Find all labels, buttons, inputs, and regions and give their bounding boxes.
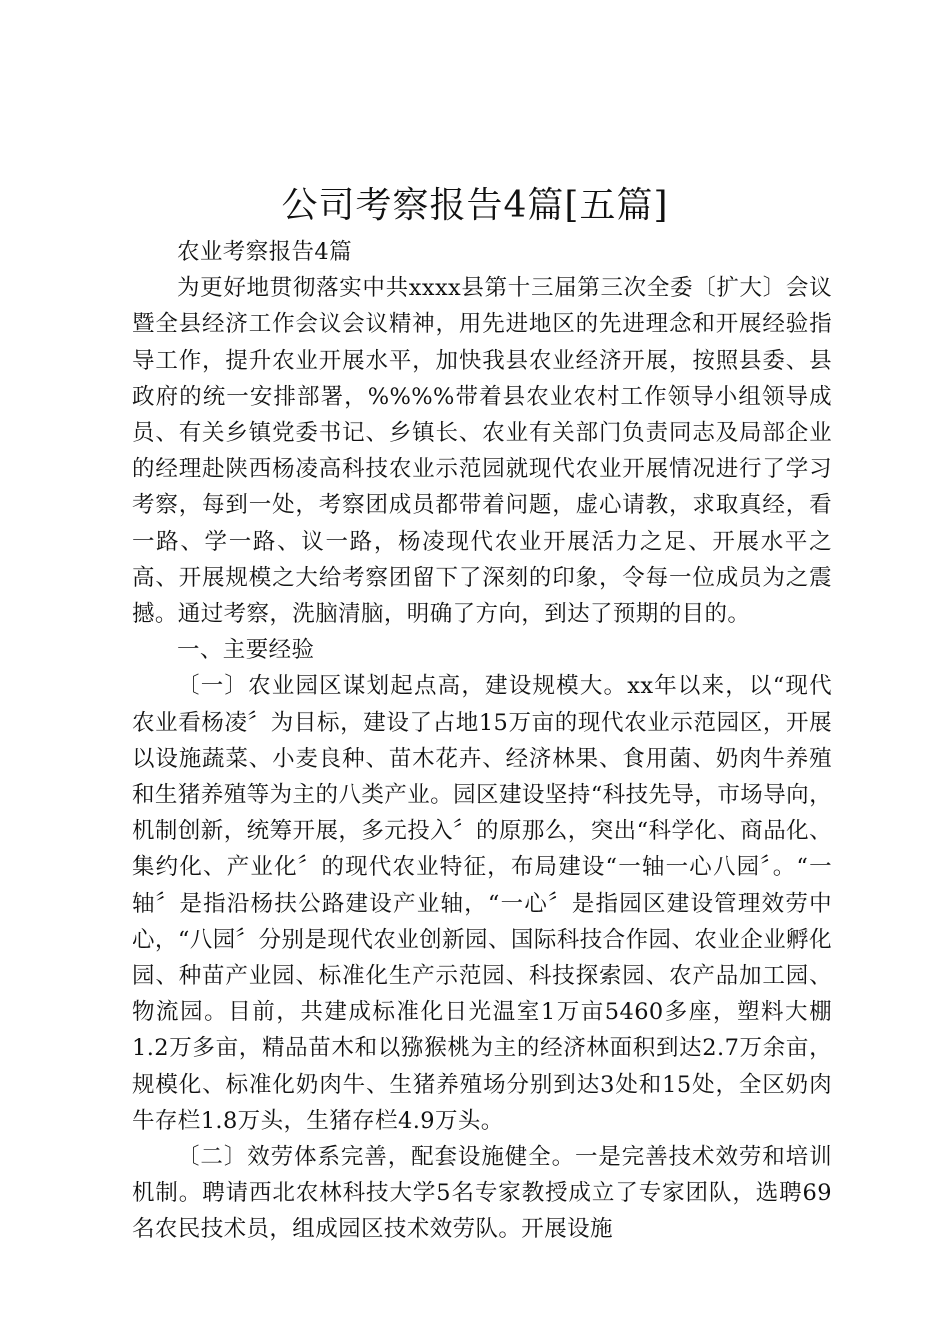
document-title: 公司考察报告4篇[五篇] [281, 185, 669, 226]
body-paragraph-two: 〔二〕效劳体系完善，配套设施健全。一是完善技术效劳和培训机制。聘请西北农林科技大学5名专家教授成立了专家团队，选聘69名农民技术员，组成园区技术效劳队。开展设施 [132, 1144, 832, 1243]
intro-paragraph: 为更好地贯彻落实中共xxxx县第十三届第三次全委〔扩大〕会议暨全县经济工作会议会议精神，用先进地区的先进理念和开展经验指导工作，提升农业开展水平，加快我县农业经济开展，按照县委、县政府的统一安排部署，%%%%带着县农业农村工作领导小组领导成员、有关乡镇党委书记、乡镇长、农业有关部门负责同志及局部企业的经理赴陕西杨凌高科技农业示范园就现代农业开展情况进行了学习考察，每到一处，考察团成员都带着问题，虚心请教，求取真经，看一路、学一路、议一路，杨凌现代农业开展活力之足、开展水平之高、开展规模之大给考察团留下了深刻的印象，令每一位成员为之震撼。通过考察，洗脑清脑，明确了方向，到达了预期的目的。 [132, 275, 832, 628]
subtitle-paragraph: 农业考察报告4篇 [177, 239, 353, 265]
section-heading: 一、主要经验 [177, 637, 315, 664]
body-paragraph-one: 〔一〕农业园区谋划起点高，建设规模大。xx年以来，以“现代农业看杨凌〞为目标，建设了占地15万亩的现代农业示范园区，开展以设施蔬菜、小麦良种、苗木花卉、经济林果、食用菌、奶肉牛养殖和生猪养殖等为主的八类产业。园区建设坚持“科技先导，市场导向，机制创新，统筹开展，多元投入〞的原那么，突出“科学化、商品化、集约化、产业化〞的现代农业特征，布局建设“一轴一心八园〞。“一轴〞是指沿杨扶公路建设产业轴，“一心〞是指园区建设管理效劳中心，“八园〞分别是现代农业创新园、国际科技合作园、农业企业孵化园、种苗产业园、标准化生产示范园、科技探索园、农产品加工园、物流园。目前，共建成标准化日光温室1万亩5460多座，塑料大棚1.2万多亩，精品苗木和以猕猴桃为主的经济林面积到达2.7万余亩，规模化、标准化奶肉牛、生猪养殖场分别到达3处和15处，全区奶肉牛存栏1.8万头，生猪存栏4.9万头。 [132, 673, 832, 1134]
document-body [132, 234, 832, 1248]
